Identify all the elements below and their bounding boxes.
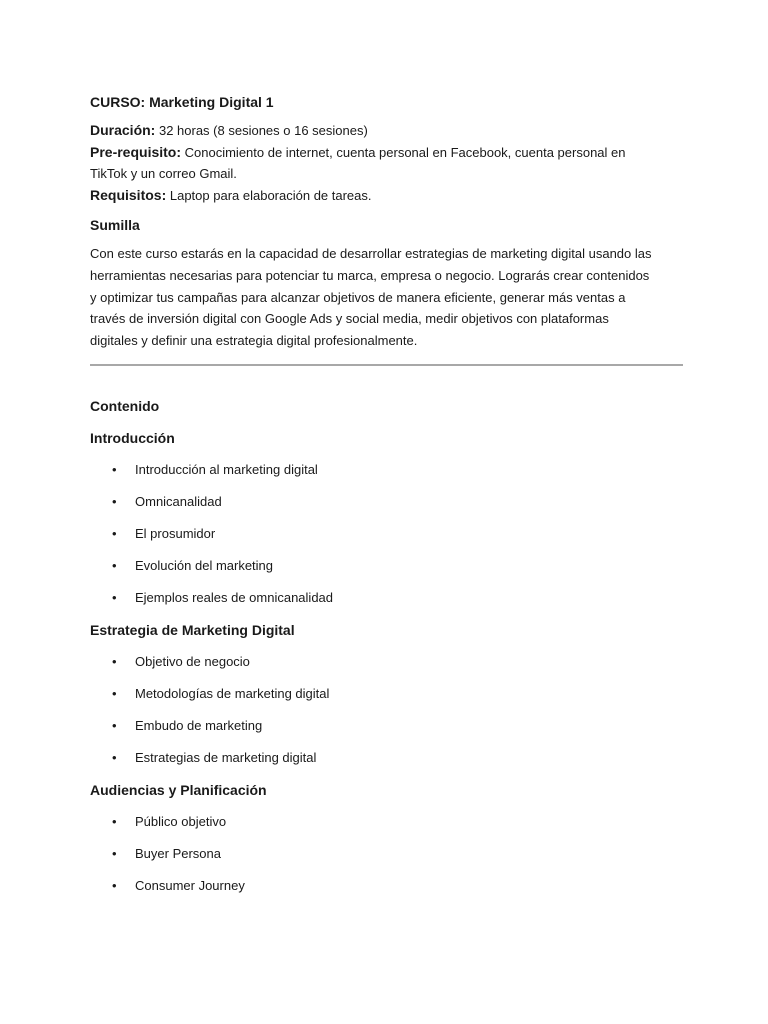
module-heading-audiencias: Audiencias y Planificación <box>90 781 267 798</box>
bullet-icon: • <box>112 845 117 861</box>
sumilla-line: través de inversión digital con Google Ads y social media, medir objetivos con plataformas <box>90 311 609 327</box>
prerequisite-label: Pre-requisito: <box>90 143 182 160</box>
list-item <box>90 682 680 706</box>
duration-label: Duración: <box>90 122 156 138</box>
bullet-icon: • <box>112 749 117 765</box>
list-item-text: Introducción al marketing digital <box>135 461 318 477</box>
requirements-value: Laptop para elaboración de tareas. <box>169 187 372 203</box>
list-item <box>90 810 680 834</box>
list-item-text: Buyer Persona <box>135 845 221 861</box>
sumilla-paragraph <box>90 243 680 352</box>
prerequisite-line-2 <box>90 163 680 185</box>
module-topic-list <box>90 458 680 610</box>
list-item-text: Consumer Journey <box>135 877 245 893</box>
sumilla-line: digitales y definir una estrategia digital profesionalmente. <box>90 333 418 349</box>
bullet-icon: • <box>112 589 117 605</box>
bullet-icon: • <box>112 525 117 541</box>
list-item-text: Objetivo de negocio <box>135 653 250 669</box>
list-item <box>90 490 680 514</box>
module-topic-list <box>90 650 680 770</box>
sumilla-line: Con este curso estarás en la capacidad de desarrollar estrategias de marketing digital usando las <box>90 246 652 261</box>
bullet-icon: • <box>112 557 117 573</box>
list-item-text: El prosumidor <box>135 525 216 541</box>
bullet-icon: • <box>112 461 117 477</box>
list-item-text: Estrategias de marketing digital <box>135 749 317 765</box>
list-item <box>90 522 680 546</box>
bullet-icon: • <box>112 685 117 701</box>
module-topic-list <box>90 810 680 898</box>
bullet-icon: • <box>112 813 117 829</box>
module-heading-introduccion: Introducción <box>90 429 175 446</box>
requirements-label: Requisitos: <box>90 186 167 203</box>
list-item <box>90 874 680 898</box>
list-item-text: Omnicanalidad <box>135 493 222 509</box>
bullet-icon: • <box>112 877 117 893</box>
list-item <box>90 746 680 770</box>
sumilla-line: herramientas necesarias para potenciar tu marca, empresa o negocio. Lograrás crear contenidos <box>90 267 650 283</box>
prerequisite-value-line1: Conocimiento de internet, cuenta personal en Facebook, cuenta personal en <box>184 144 626 160</box>
list-item <box>90 586 680 610</box>
list-item-text: Evolución del marketing <box>135 557 274 573</box>
duration-value: 32 horas (8 sesiones o 16 sesiones) <box>158 123 368 138</box>
horizontal-divider <box>90 364 683 366</box>
document-page <box>90 90 680 906</box>
list-item <box>90 554 680 578</box>
sumilla-heading: Sumilla <box>90 217 140 233</box>
list-item <box>90 458 680 482</box>
list-item <box>90 842 680 866</box>
requirements-line <box>90 185 680 207</box>
duration-line <box>90 120 680 142</box>
list-item <box>90 714 680 738</box>
list-item <box>90 650 680 674</box>
list-item-text: Ejemplos reales de omnicanalidad <box>135 589 334 605</box>
module-heading-estrategia: Estrategia de Marketing Digital <box>90 621 295 638</box>
contenido-heading: Contenido <box>90 397 160 414</box>
list-item-text: Metodologías de marketing digital <box>135 685 330 701</box>
bullet-icon: • <box>112 717 117 733</box>
course-title: CURSO: Marketing Digital 1 <box>90 94 274 110</box>
bullet-icon: • <box>112 653 117 669</box>
list-item-text: Embudo de marketing <box>135 717 263 733</box>
prerequisite-value-line2: TikTok y un correo Gmail. <box>90 166 237 181</box>
bullet-icon: • <box>112 493 117 509</box>
sumilla-line: y optimizar tus campañas para alcanzar objetivos de manera eficiente, generar más ventas a <box>90 289 626 305</box>
prerequisite-line <box>90 142 680 164</box>
list-item-text: Público objetivo <box>135 813 227 829</box>
